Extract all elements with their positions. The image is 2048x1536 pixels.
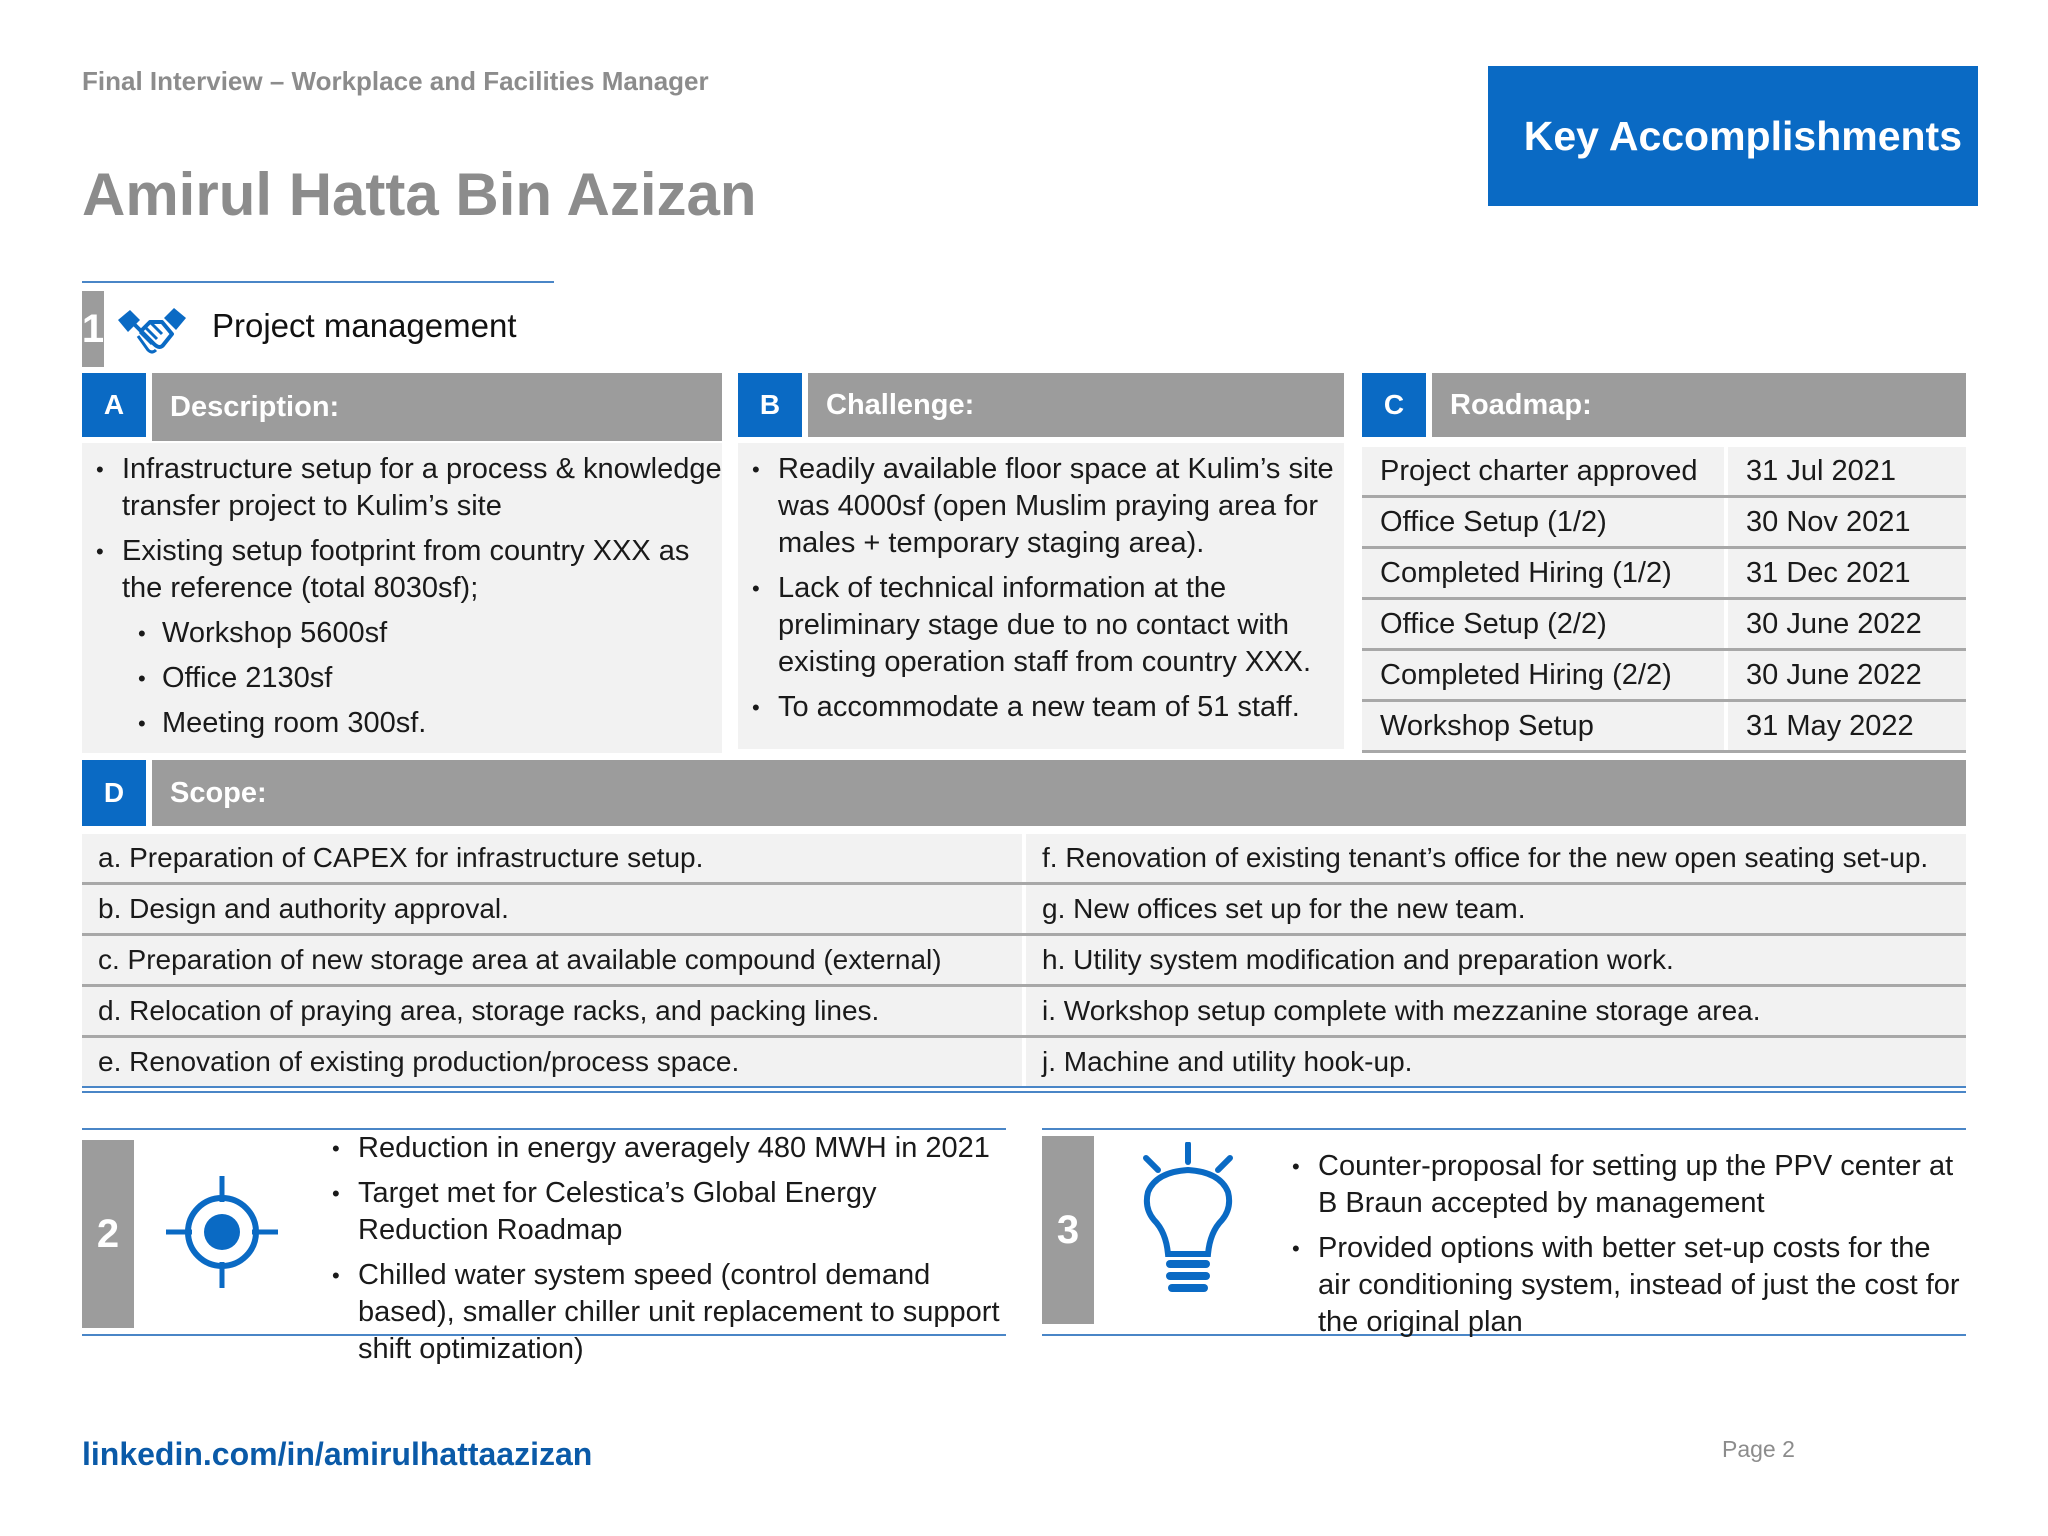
scope-item: g. New offices set up for the new team.	[1026, 885, 1966, 933]
scope-item: c. Preparation of new storage area at available compound (external)	[82, 936, 1022, 984]
candidate-name: Amirul Hatta Bin Azizan	[82, 161, 757, 228]
roadmap-divider	[1362, 750, 1966, 753]
scope-row	[82, 1038, 1966, 1086]
scope-row	[82, 885, 1966, 933]
section1-rule	[82, 281, 554, 283]
page-number: Page 2	[1722, 1436, 1795, 1462]
roadmap-row	[1362, 447, 1966, 495]
section3-item: • Counter-proposal for setting up the PPV center at B Braun accepted by management	[1278, 1148, 1968, 1222]
roadmap-row	[1362, 549, 1966, 597]
scope-row	[82, 987, 1966, 1035]
description-subitem: • Workshop 5600sf	[82, 615, 722, 652]
roadmap-milestone: Project charter approved	[1362, 447, 1724, 495]
description-panel	[82, 443, 722, 753]
key-accomplishments-badge	[1488, 66, 1978, 206]
roadmap-date: 30 June 2022	[1728, 600, 1966, 648]
challenge-header: Challenge:	[808, 373, 1344, 437]
roadmap-date: 30 Nov 2021	[1728, 498, 1966, 546]
section2-item: • Target met for Celestica’s Global Energy Reduction Roadmap	[318, 1175, 1008, 1249]
description-subitem: • Office 2130sf	[82, 660, 722, 697]
scope-item: f. Renovation of existing tenant’s office for the new open seating set-up.	[1026, 834, 1966, 882]
scope-letter: D	[82, 760, 146, 826]
roadmap-date: 31 Jul 2021	[1728, 447, 1966, 495]
section1-number: 1	[82, 291, 104, 367]
document-subtitle: Final Interview – Workplace and Facilities Manager	[82, 66, 709, 96]
roadmap-date: 31 Dec 2021	[1728, 549, 1966, 597]
roadmap-letter: C	[1362, 373, 1426, 437]
scope-item: i. Workshop setup complete with mezzanine storage area.	[1026, 987, 1966, 1035]
target-icon	[160, 1170, 284, 1294]
roadmap-date: 31 May 2022	[1728, 702, 1966, 750]
roadmap-date: 30 June 2022	[1728, 651, 1966, 699]
scope-item: j. Machine and utility hook-up.	[1026, 1038, 1966, 1086]
handshake-icon	[114, 300, 190, 360]
section3-list	[1278, 1148, 1968, 1349]
scope-bottom-rule	[82, 1091, 1966, 1093]
scope-item: h. Utility system modification and preparation work.	[1026, 936, 1966, 984]
section3-item: • Provided options with better set-up costs for the air conditioning system, instead of just the cost for the original plan	[1278, 1230, 1968, 1341]
scope-item: b. Design and authority approval.	[82, 885, 1022, 933]
roadmap-header: Roadmap:	[1432, 373, 1966, 437]
roadmap-milestone: Office Setup (1/2)	[1362, 498, 1724, 546]
scope-row	[82, 834, 1966, 882]
scope-item: e. Renovation of existing production/process space.	[82, 1038, 1022, 1086]
roadmap-row	[1362, 600, 1966, 648]
description-letter: A	[82, 373, 146, 437]
challenge-item: • Readily available floor space at Kulim’s site was 4000sf (open Muslim praying area for males + temporary staging area).	[738, 451, 1336, 562]
roadmap-milestone: Workshop Setup	[1362, 702, 1724, 750]
section2-item: • Reduction in energy averagely 480 MWH in 2021	[318, 1130, 1008, 1167]
scope-row	[82, 936, 1966, 984]
challenge-letter: B	[738, 373, 802, 437]
lightbulb-icon	[1138, 1142, 1238, 1292]
section2-number: 2	[82, 1140, 134, 1328]
scope-item: d. Relocation of praying area, storage racks, and packing lines.	[82, 987, 1022, 1035]
scope-item: a. Preparation of CAPEX for infrastructure setup.	[82, 834, 1022, 882]
section2-item: • Chilled water system speed (control demand based), smaller chiller unit replacement to support shift optimization)	[318, 1257, 1008, 1368]
roadmap-milestone: Completed Hiring (2/2)	[1362, 651, 1724, 699]
description-item: • Infrastructure setup for a process & knowledge transfer project to Kulim’s site	[82, 451, 722, 525]
description-subitem: • Meeting room 300sf.	[82, 705, 722, 742]
challenge-item: • To accommodate a new team of 51 staff.	[738, 689, 1336, 726]
key-accomplishments-label: Key Accomplishments	[1523, 112, 1962, 159]
roadmap-row	[1362, 498, 1966, 546]
section3-number: 3	[1042, 1136, 1094, 1324]
description-header: Description:	[152, 373, 722, 441]
roadmap-milestone: Office Setup (2/2)	[1362, 600, 1724, 648]
roadmap-row	[1362, 651, 1966, 699]
scope-header: Scope:	[152, 760, 1966, 826]
linkedin-link[interactable]: linkedin.com/in/amirulhattaazizan	[82, 1436, 593, 1472]
roadmap-milestone: Completed Hiring (1/2)	[1362, 549, 1724, 597]
description-item: • Existing setup footprint from country XXX as the reference (total 8030sf);	[82, 533, 722, 607]
challenge-panel	[738, 443, 1344, 749]
section1-title: Project management	[212, 307, 517, 344]
scope-bottom-rule	[82, 1086, 1966, 1088]
section3-top-rule	[1042, 1128, 1966, 1130]
section2-list	[318, 1130, 1008, 1376]
roadmap-row	[1362, 702, 1966, 750]
challenge-item: • Lack of technical information at the preliminary stage due to no contact with existing operation staff from country XXX.	[738, 570, 1336, 681]
